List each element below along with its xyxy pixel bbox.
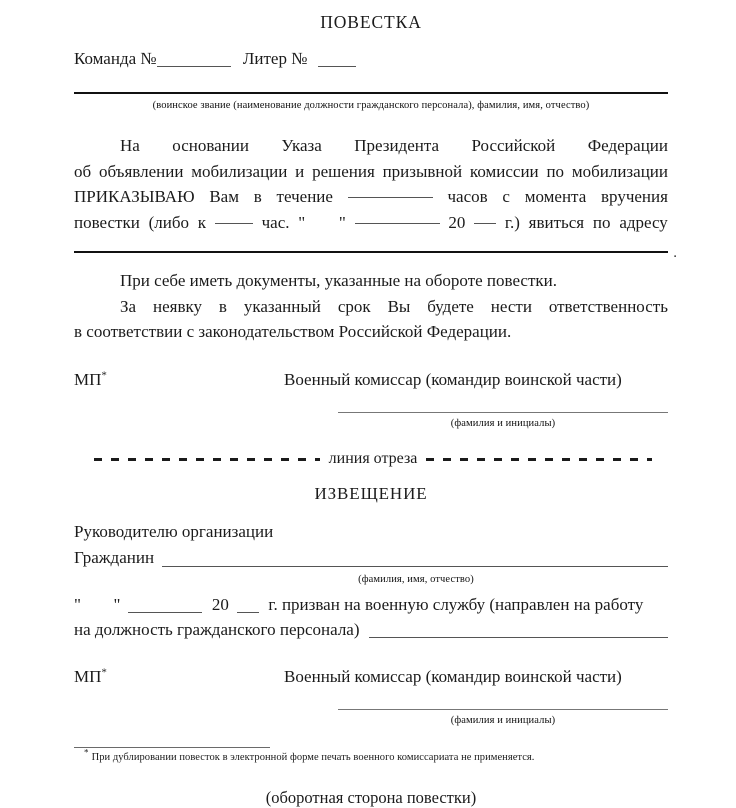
order-word: повестки — [74, 212, 140, 232]
order-word: по — [546, 161, 565, 181]
order-line-3 — [74, 184, 668, 210]
notice-position-label: на должность гражданского персонала) — [74, 620, 360, 639]
order-word: Федерации — [587, 136, 668, 155]
order-word: мобилизации — [191, 161, 288, 181]
order-line-4 — [74, 210, 668, 236]
order-word: адресу — [619, 212, 668, 232]
cut-line — [74, 450, 668, 468]
team-liter-row — [74, 46, 668, 71]
stamp-label: МП — [74, 370, 102, 389]
order-word: в — [253, 187, 262, 206]
order-word: по — [592, 212, 611, 232]
address-rule[interactable] — [74, 251, 668, 253]
hours-count-blank[interactable] — [348, 184, 433, 198]
order-word: (либо — [148, 212, 190, 232]
order-word: и — [295, 161, 305, 181]
order-word: с — [502, 187, 510, 206]
cut-line-dashes-right — [426, 458, 652, 461]
rank-name-rule[interactable] — [74, 92, 668, 94]
order-word: будете — [427, 296, 474, 316]
notice-position-rule[interactable] — [369, 637, 668, 638]
summons-signature-line-wrap — [338, 412, 668, 431]
quote-open: " — [298, 212, 306, 232]
order-word: Президента — [354, 136, 440, 155]
order-word: указанный — [243, 296, 321, 316]
liability-line-1 — [74, 294, 668, 320]
footnote — [74, 747, 668, 765]
order-line-2 — [74, 159, 668, 185]
summons-signature-block — [74, 370, 668, 390]
liter-label: Литер № — [242, 49, 308, 68]
order-word: призывной — [382, 161, 463, 181]
order-word: ответственность — [548, 296, 668, 316]
order-paragraph — [74, 133, 668, 235]
order-word: ПРИКАЗЫВАЮ — [74, 187, 195, 206]
order-word: часов — [447, 187, 488, 206]
order-word: мобилизации — [571, 161, 668, 181]
order-word: в — [218, 296, 227, 316]
order-word: час. — [261, 212, 290, 232]
backside-label: (оборотная сторона повестки) — [265, 788, 477, 807]
notice-quote-open: " — [74, 595, 81, 614]
cut-line-label: линия отреза — [328, 450, 418, 467]
page-title: ПОВЕСТКА — [320, 12, 422, 32]
hour-time-blank[interactable] — [215, 210, 253, 224]
commissar-title-summons: Военный комиссар (командир воинской части) — [284, 370, 622, 389]
citizen-name-rule[interactable] — [162, 566, 668, 567]
month-blank[interactable] — [355, 210, 440, 224]
document-content — [74, 0, 677, 808]
notice-addressee: Руководителю организации — [74, 522, 274, 541]
notice-year-prefix: 20 — [211, 595, 229, 614]
stamp-place-notice — [74, 667, 284, 687]
team-label: Команда № — [74, 49, 157, 68]
stamp-place-summons — [74, 370, 284, 390]
day-blank[interactable] — [314, 210, 330, 236]
stamp-asterisk: * — [101, 369, 107, 382]
order-word: течение — [276, 187, 333, 206]
citizen-name-caption: (фамилия, имя, отчество) — [358, 574, 474, 585]
order-word: неявку — [152, 296, 202, 316]
notice-month-blank[interactable] — [128, 599, 202, 613]
footnote-marker: * — [84, 747, 89, 758]
address-rule-wrapper — [74, 245, 677, 261]
liter-number-blank[interactable] — [318, 53, 356, 67]
stamp-label: МП — [74, 667, 102, 686]
order-word: нести — [490, 296, 532, 316]
order-word: Вам — [209, 187, 239, 206]
order-word: вручения — [601, 187, 668, 206]
commissar-signature-rule-notice[interactable] — [338, 709, 668, 710]
order-word: Российской — [471, 136, 556, 155]
cut-line-dashes-left — [94, 458, 320, 461]
liability-paragraph — [74, 294, 668, 345]
order-word: решения — [312, 161, 375, 181]
notice-signature-block — [74, 667, 668, 687]
commissar-signature-rule-summons[interactable] — [338, 412, 668, 413]
year-blank[interactable] — [474, 210, 496, 224]
rank-name-caption: (воинское звание (наименование должности гражданского персонала), фамилия, имя, отчество) — [152, 100, 590, 111]
order-word: момента — [524, 187, 587, 206]
team-number-blank[interactable] — [157, 53, 231, 67]
order-word: объявлении — [98, 161, 184, 181]
quote-close: " — [338, 212, 346, 232]
commissar-title-notice: Военный комиссар (командир воинской части) — [284, 667, 622, 686]
order-word: к — [197, 212, 207, 232]
order-line-1 — [74, 133, 668, 159]
stamp-asterisk: * — [101, 666, 107, 679]
order-word: Указа — [281, 136, 322, 155]
signature-caption-notice: (фамилия и инициалы) — [450, 715, 556, 726]
notice-title: ИЗВЕЩЕНИЕ — [314, 484, 428, 503]
notice-quote-close: " — [113, 595, 121, 614]
notice-position-field[interactable] — [369, 637, 668, 642]
order-word: основании — [172, 136, 249, 155]
footnote-separator — [74, 747, 270, 748]
notice-position-row — [74, 617, 668, 642]
order-word: об — [74, 161, 92, 181]
citizen-row — [74, 545, 668, 570]
order-word: На — [120, 136, 140, 155]
order-word: Вы — [387, 296, 411, 316]
notice-date-suffix: г. призван на военную службу (направлен на работу — [268, 595, 644, 614]
footnote-text: При дублировании повесток в электронной форме печать военного комиссариата не применяется. — [91, 752, 535, 763]
notice-signature-line-wrap — [338, 709, 668, 728]
address-period: . — [673, 245, 677, 261]
notice-year-blank[interactable] — [237, 599, 259, 613]
signature-caption-summons: (фамилия и инициалы) — [450, 418, 556, 429]
order-word: комиссии — [469, 161, 539, 181]
year-suffix: г.) — [504, 212, 520, 232]
order-word: срок — [337, 296, 371, 316]
documents-instruction: При себе иметь документы, указанные на обороте повестки. — [120, 271, 558, 290]
citizen-name-field[interactable] — [162, 566, 668, 570]
notice-date-line — [74, 592, 668, 617]
year-prefix: 20 — [448, 212, 466, 232]
order-word: За — [120, 296, 137, 316]
order-word: явиться — [528, 212, 585, 232]
citizen-label: Гражданин — [74, 548, 155, 567]
liability-line-2: в соответствии с законодательством Российской Федерации. — [74, 322, 512, 341]
